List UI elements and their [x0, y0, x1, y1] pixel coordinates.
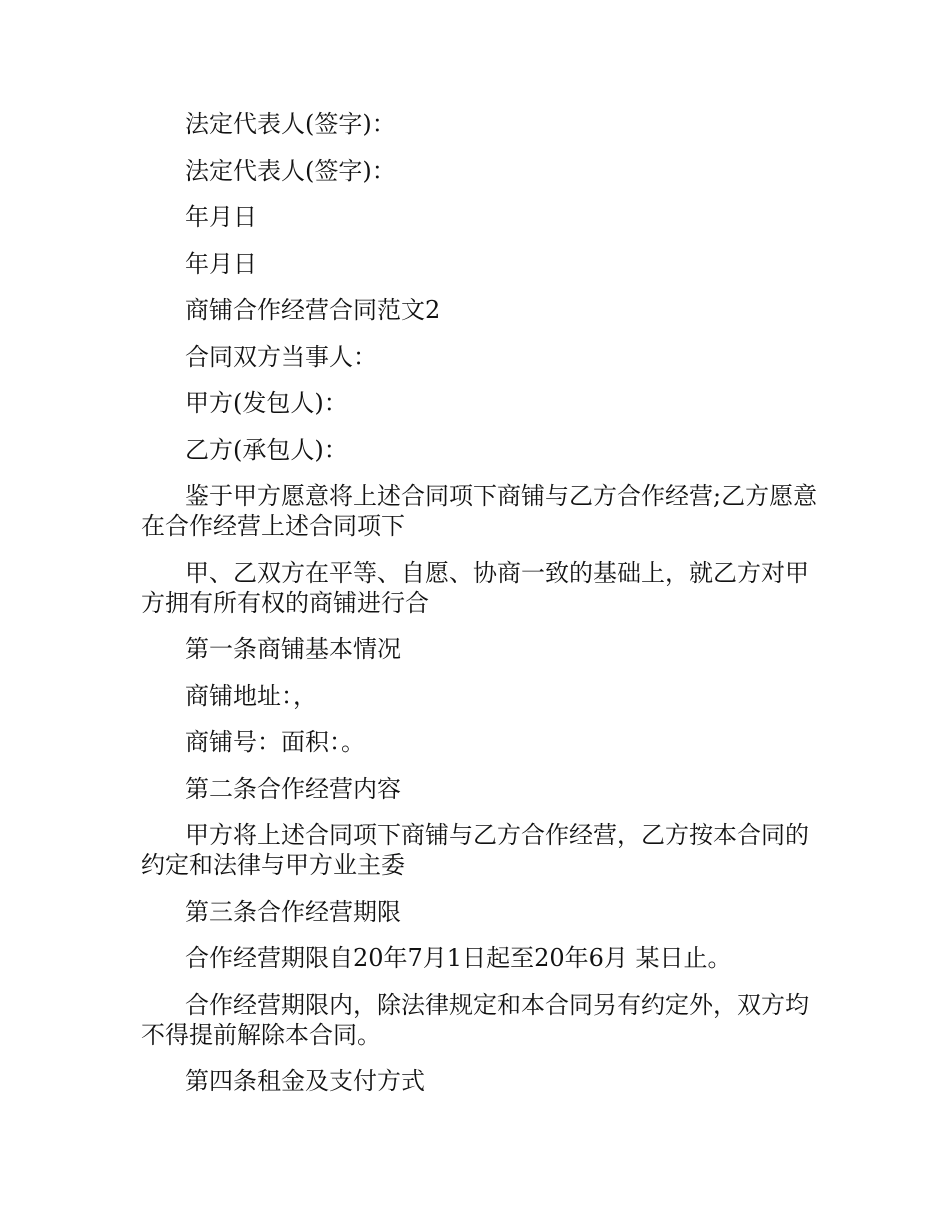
agreement-basis-paragraph: 甲、乙双方在平等、自愿、协商一致的基础上，就乙方对甲方拥有所有权的商铺进行合 — [141, 558, 809, 617]
date-line-party-b: 年月日 — [185, 249, 257, 278]
signature-line-party-b: 法定代表人(签字)： — [185, 156, 396, 185]
signature-line-party-a: 法定代表人(签字)： — [185, 110, 396, 138]
shop-address-line: 商铺地址：， — [185, 681, 317, 710]
article-2-heading: 第二条合作经营内容 — [185, 774, 401, 803]
article-4-heading: 第四条租金及支付方式 — [185, 1067, 425, 1095]
party-b-line: 乙方(承包人)： — [185, 435, 348, 464]
date-line-party-a: 年月日 — [185, 203, 257, 231]
parties-heading: 合同双方当事人： — [185, 342, 377, 371]
article-3-heading: 第三条合作经营期限 — [185, 897, 401, 926]
document-body — [141, 109, 821, 1113]
contract-title: 商铺合作经营合同范文2 — [185, 296, 441, 324]
article-1-heading: 第一条商铺基本情况 — [185, 635, 401, 663]
party-a-line: 甲方(发包人)： — [185, 389, 348, 417]
recital-paragraph: 鉴于甲方愿意将上述合同项下商铺与乙方合作经营;乙方愿意在合作经营上述合同项下 — [141, 482, 818, 540]
article-2-content: 甲方将上述合同项下商铺与乙方合作经营，乙方按本合同的约定和法律与甲方业主委 — [141, 821, 809, 879]
term-period-line: 合作经营期限自20年7月1日起至20年6月 某日止。 — [185, 944, 732, 972]
shop-number-area-line: 商铺号：面积：。 — [185, 728, 365, 756]
term-termination-paragraph: 合作经营期限内，除法律规定和本合同另有约定外，双方均不得提前解除本合同。 — [141, 990, 809, 1049]
